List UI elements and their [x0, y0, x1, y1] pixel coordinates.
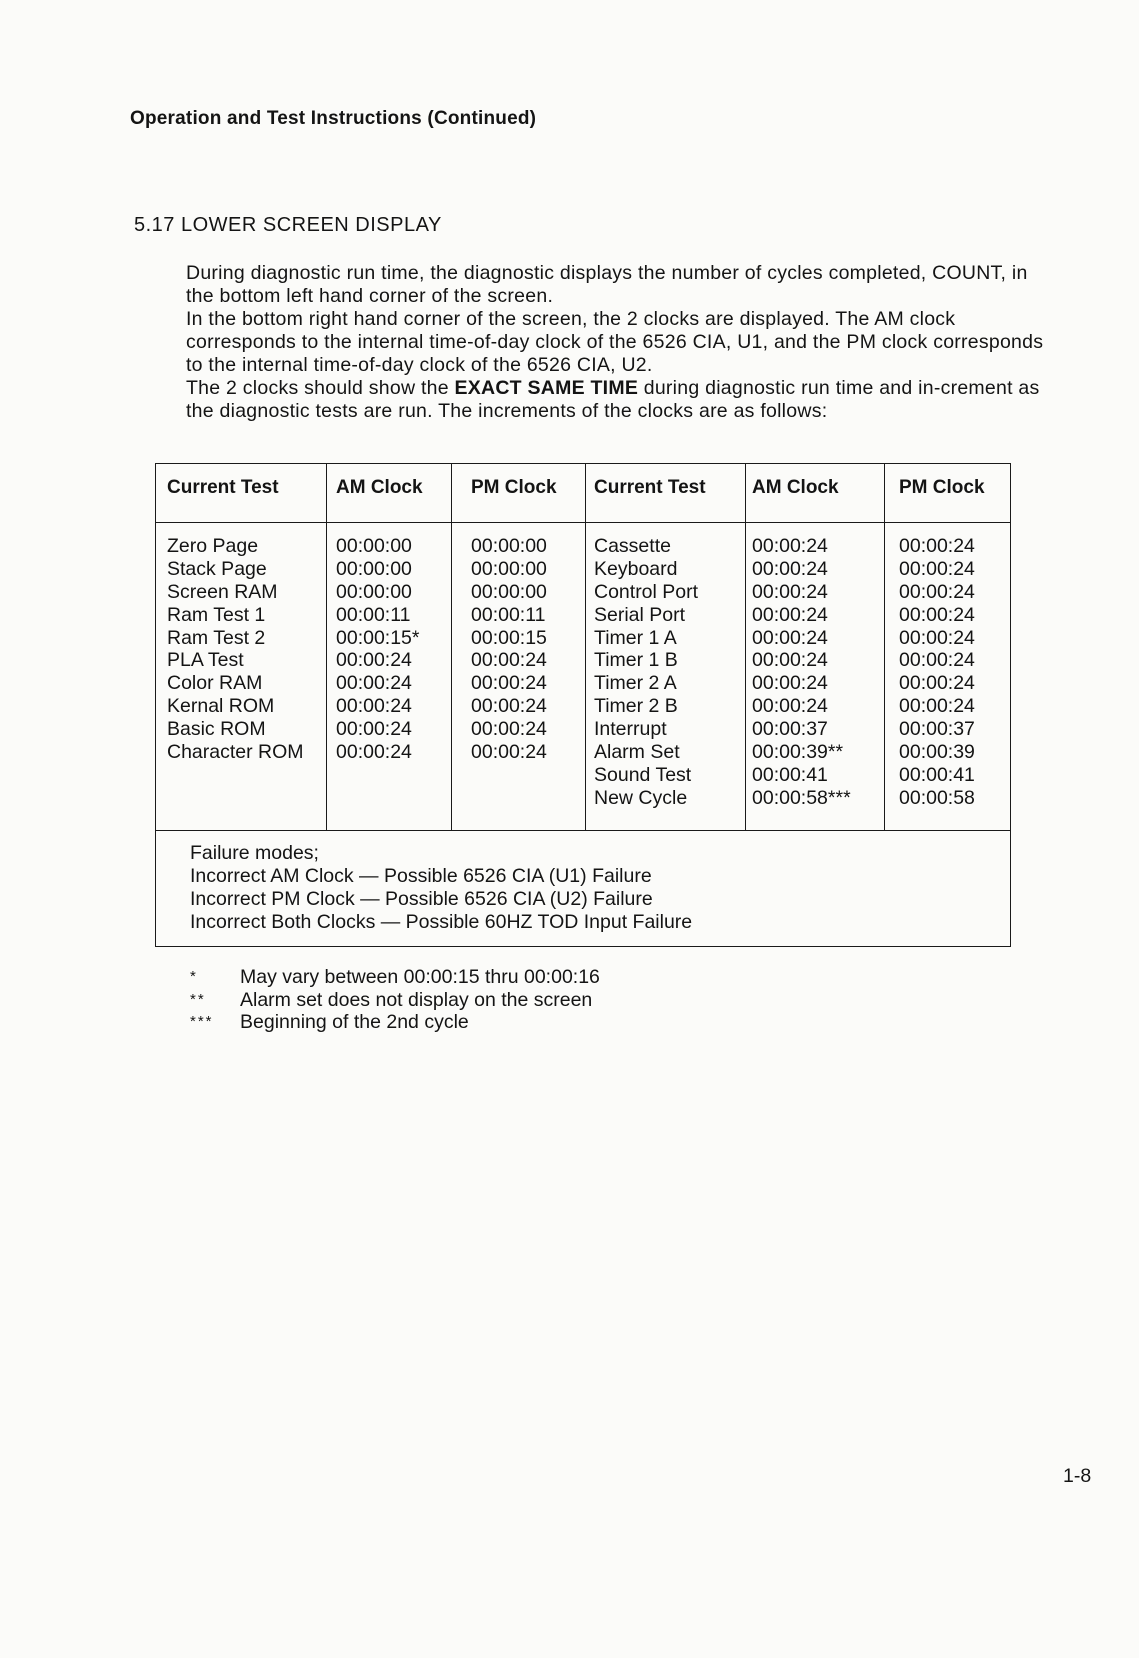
- table-cell: 00:00:24: [336, 741, 412, 764]
- table-cell: 00:00:24: [471, 649, 547, 672]
- table-cell: 00:00:24: [752, 535, 828, 557]
- table-cell: 00:00:24: [752, 626, 828, 649]
- column-divider: [585, 464, 586, 830]
- table-cell: 00:00:11: [336, 603, 411, 626]
- table-cell: Timer 2 A: [594, 672, 677, 695]
- footnotes: [190, 966, 600, 1034]
- table-cell: 00:00:24: [471, 741, 547, 764]
- table-cell: Timer 1 B: [594, 649, 678, 672]
- right-test-names: [594, 535, 698, 810]
- table-cell: 00:00:15*: [336, 626, 420, 649]
- left-test-names: [167, 535, 304, 764]
- section-title: 5.17 LOWER SCREEN DISPLAY: [134, 214, 442, 236]
- page-number: 1-8: [1063, 1465, 1092, 1487]
- body-text: [186, 262, 1046, 423]
- table-cell: Color RAM: [167, 672, 263, 695]
- header-pm-clock-left: PM Clock: [471, 477, 557, 498]
- paragraph-exact-time-start: The 2 clocks should show the: [186, 377, 455, 399]
- table-cell: 00:00:24: [471, 672, 547, 695]
- table-cell: Screen RAM: [167, 580, 278, 603]
- table-cell: Character ROM: [167, 741, 304, 764]
- failure-mode-line: Incorrect Both Clocks — Possible 60HZ TOD Input Failure: [190, 911, 693, 933]
- table-cell: 00:00:24: [899, 695, 975, 718]
- failure-section-rule: [156, 830, 1010, 831]
- table-cell: 00:00:24: [899, 626, 975, 649]
- table-cell: 00:00:39**: [752, 741, 844, 764]
- table-cell: 00:00:24: [336, 672, 412, 695]
- table-cell: 00:00:24: [336, 718, 412, 741]
- failure-mode-line: Incorrect AM Clock — Possible 6526 CIA (U1) Failure: [190, 865, 652, 887]
- table-cell: Basic ROM: [167, 718, 266, 741]
- footnote-text: Alarm set does not display on the screen: [240, 988, 593, 1011]
- table-cell: Zero Page: [167, 535, 259, 557]
- footnote: [190, 989, 600, 1012]
- footnote-mark: *: [190, 968, 198, 985]
- table-cell: Serial Port: [594, 603, 686, 626]
- column-divider: [451, 464, 452, 830]
- failure-modes-title: Failure modes;: [190, 842, 319, 864]
- table-cell: 00:00:41: [752, 763, 828, 786]
- table-cell: 00:00:24: [752, 649, 828, 672]
- header-pm-clock-right: PM Clock: [899, 477, 985, 498]
- exact-same-time-emphasis: EXACT SAME TIME: [454, 377, 639, 399]
- table-cell: 00:00:00: [471, 535, 547, 557]
- header-rule: [156, 522, 1010, 523]
- footnote: [190, 966, 600, 989]
- table-cell: 00:00:00: [471, 580, 547, 603]
- footnote-mark: ***: [190, 1013, 214, 1030]
- failure-modes: [190, 842, 692, 934]
- table-cell: 00:00:24: [899, 557, 975, 580]
- table-cell: New Cycle: [594, 786, 688, 809]
- right-pm-clock-values: [899, 535, 975, 810]
- table-cell: Interrupt: [594, 718, 667, 741]
- column-divider: [884, 464, 885, 830]
- table-cell: 00:00:24: [471, 718, 547, 741]
- table-cell: 00:00:24: [752, 580, 828, 603]
- header-am-clock-right: AM Clock: [752, 477, 839, 498]
- table-cell: Sound Test: [594, 763, 692, 786]
- table-cell: 00:00:41: [899, 763, 975, 786]
- table-cell: Keyboard: [594, 557, 678, 580]
- table-cell: Stack Page: [167, 557, 267, 580]
- table-cell: 00:00:58: [899, 786, 975, 809]
- table-cell: 00:00:00: [336, 580, 412, 603]
- table-cell: 00:00:00: [336, 535, 412, 557]
- footnote-text: May vary between 00:00:15 thru 00:00:16: [240, 966, 600, 988]
- page-header: Operation and Test Instructions (Continued): [130, 108, 537, 129]
- table-cell: Timer 2 B: [594, 695, 678, 718]
- table-cell: 00:00:00: [336, 557, 412, 580]
- table-cell: 00:00:37: [752, 718, 828, 741]
- paragraph-clocks: In the bottom right hand corner of the screen, the 2 clocks are displayed. The AM clock corresponds to the internal time-of-day clock of the 6526 CIA, U1, and the PM clock corresponds to the internal time-of-day clock of the 6526 CIA, U2.: [186, 308, 1044, 376]
- table-cell: 00:00:24: [752, 603, 828, 626]
- table-cell: 00:00:24: [899, 603, 975, 626]
- table-cell: Cassette: [594, 535, 671, 557]
- table-cell: 00:00:24: [752, 557, 828, 580]
- table-cell: 00:00:24: [752, 695, 828, 718]
- footnote-text: Beginning of the 2nd cycle: [240, 1011, 469, 1033]
- clock-increment-table: [155, 463, 1011, 947]
- header-current-test-right: Current Test: [594, 477, 706, 498]
- paragraph-count: During diagnostic run time, the diagnostic displays the number of cycles completed, COUNT, in the bottom left hand corner of the screen.: [186, 262, 1028, 307]
- table-cell: Control Port: [594, 580, 699, 603]
- table-cell: 00:00:00: [471, 557, 547, 580]
- footnote-mark: **: [190, 990, 206, 1008]
- table-cell: 00:00:24: [336, 649, 412, 672]
- left-pm-clock-values: [471, 535, 547, 764]
- header-am-clock-left: AM Clock: [336, 477, 423, 498]
- column-divider: [326, 464, 327, 830]
- table-cell: Ram Test 1: [167, 603, 266, 626]
- table-cell: Timer 1 A: [594, 626, 677, 649]
- column-divider: [745, 464, 746, 830]
- table-cell: PLA Test: [167, 649, 244, 672]
- left-am-clock-values: [336, 535, 420, 764]
- table-cell: Kernal ROM: [167, 695, 275, 718]
- right-am-clock-values: [752, 535, 851, 810]
- paragraph-exact-time-end: during diagnostic run time and in-crement as the diagnostic tests are run. The increments of the clocks are as follows:: [186, 377, 1040, 422]
- table-cell: 00:00:24: [899, 535, 975, 557]
- paragraph-exact-time: [186, 377, 1046, 423]
- header-current-test-left: Current Test: [167, 477, 279, 498]
- table-cell: 00:00:24: [752, 672, 828, 695]
- table-cell: 00:00:37: [899, 718, 975, 741]
- table-cell: 00:00:58***: [752, 786, 851, 809]
- table-cell: 00:00:24: [899, 649, 975, 672]
- table-cell: 00:00:11: [471, 603, 546, 626]
- table-cell: 00:00:24: [899, 672, 975, 695]
- table-cell: 00:00:24: [336, 695, 412, 718]
- table-cell: Ram Test 2: [167, 626, 266, 649]
- table-cell: 00:00:39: [899, 741, 975, 764]
- table-cell: 00:00:15: [471, 626, 547, 649]
- table-cell: 00:00:24: [899, 580, 975, 603]
- footnote: [190, 1011, 600, 1034]
- failure-mode-line: Incorrect PM Clock — Possible 6526 CIA (U2) Failure: [190, 888, 653, 910]
- table-cell: Alarm Set: [594, 741, 680, 764]
- table-cell: 00:00:24: [471, 695, 547, 718]
